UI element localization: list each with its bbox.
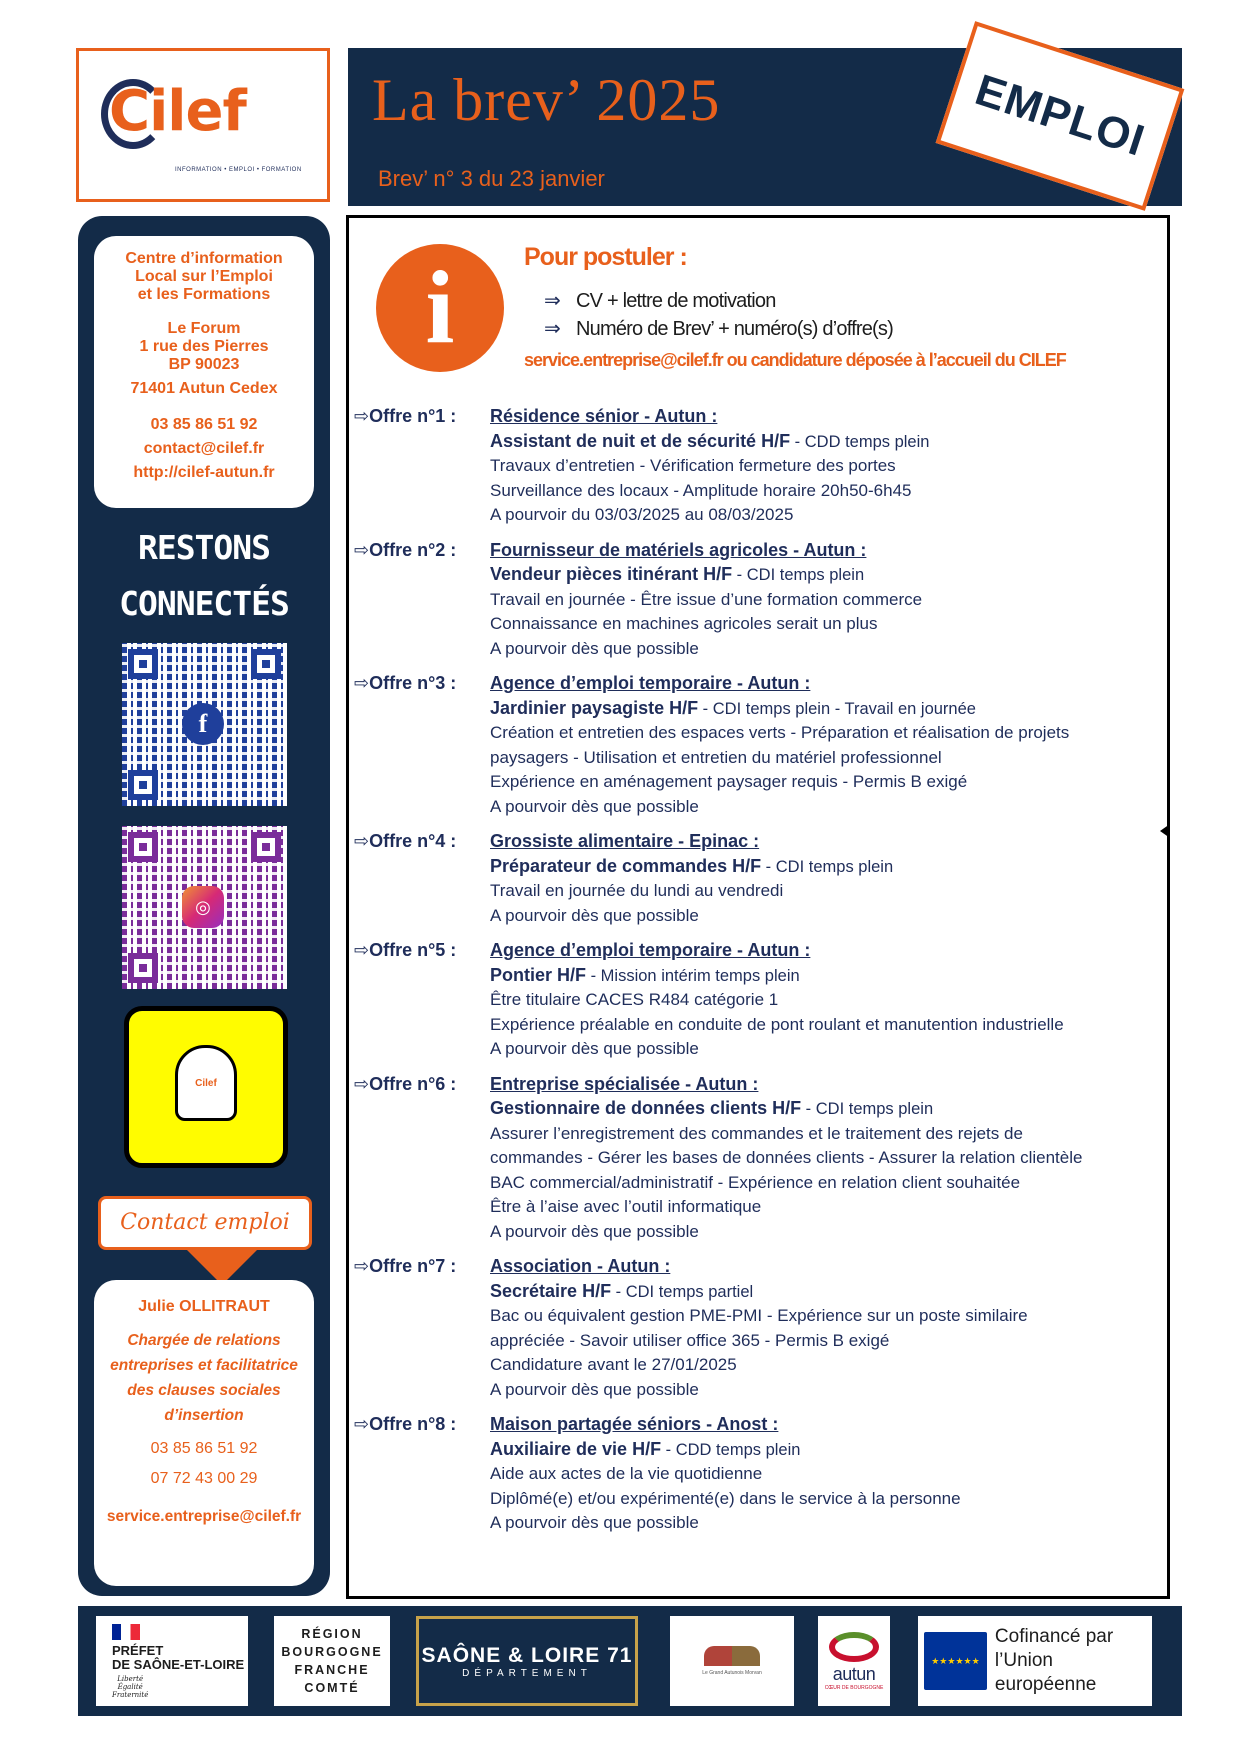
offer-detail-line: A pourvoir dès que possible — [490, 905, 699, 925]
offer-job-line — [490, 696, 1164, 722]
contact-phones — [94, 1434, 314, 1494]
offer-details — [490, 938, 1164, 1062]
prefet-motto — [112, 1675, 148, 1699]
apply-contact-line[interactable]: service.entreprise@cilef.fr ou candidature déposée à l’accueil du CILEF — [524, 350, 1066, 370]
offer-details — [490, 404, 1164, 528]
address-line: 1 rue des Pierres — [139, 338, 269, 355]
offer-item — [354, 538, 1164, 662]
offer-detail-line: Expérience préalable en conduite de pont roulant et manutention industrielle — [490, 1014, 1064, 1034]
offer-detail-line: appréciée - Savoir utiliser office 365 - Permis B exigé — [490, 1330, 890, 1350]
contact-card — [94, 1280, 314, 1586]
offer-job-line — [490, 562, 1164, 588]
saone-logo-sub: DÉPARTEMENT — [462, 1667, 592, 1679]
offer-detail-line: A pourvoir du 03/03/2025 au 08/03/2025 — [490, 505, 794, 524]
contact-name: Julie OLLITRAUT — [138, 1298, 270, 1315]
social-heading-line: CONNECTÉS — [119, 584, 289, 623]
offer-detail-line: Aide aux actes de la vie quotidienne — [490, 1464, 763, 1483]
eu-text-line: Cofinancé par — [994, 1626, 1114, 1647]
region-line: RÉGION — [301, 1627, 363, 1641]
offer-detail-line: Bac ou équivalent gestion PME-PMI - Expérience sur un poste similaire — [490, 1306, 1028, 1325]
implies-arrow-icon: ⇒ — [544, 318, 560, 340]
contact-phone: 03 85 86 51 92 — [150, 1440, 258, 1457]
social-heading-line: RESTONS — [137, 528, 271, 567]
offer-detail-line: A pourvoir dès que possible — [490, 1221, 699, 1241]
offer-details — [490, 671, 1164, 819]
offer-job-title: Préparateur de commandes H/F — [490, 855, 762, 876]
offer-contract: - CDI temps plein — [732, 566, 865, 584]
offer-detail-line: Travail en journée - Être issue d’une formation commerce — [490, 589, 923, 609]
offer-item — [354, 938, 1164, 1062]
offer-job-title: Vendeur pièces itinérant H/F — [490, 564, 733, 584]
org-phone: 03 85 86 51 92 — [150, 416, 258, 433]
left-triangle-icon — [1160, 824, 1170, 838]
apply-requirement — [544, 316, 893, 341]
right-arrow-icon: ⇨ — [354, 1414, 370, 1434]
org-name-line: et les Formations — [137, 286, 271, 303]
offer-job-title: Gestionnaire de données clients H/F — [490, 1098, 802, 1118]
offer-detail-line: BAC commercial/administratif - Expérience en relation client souhaitée — [490, 1172, 1021, 1192]
qr-finder-icon — [251, 832, 281, 862]
right-arrow-icon: ⇨ — [354, 539, 370, 560]
autun-logo-name: autun — [832, 1663, 876, 1684]
ghost-logo-mark: Cilef — [195, 1077, 217, 1089]
offer-detail-line: A pourvoir dès que possible — [490, 1379, 699, 1399]
page-title: La brev’ 2025 — [372, 67, 721, 133]
offer-number-label: Offre n°3 : — [369, 673, 457, 693]
offer-employer: Résidence sénior - Autun : — [490, 406, 718, 426]
right-arrow-icon: ⇨ — [354, 831, 370, 851]
offer-number — [354, 1072, 490, 1245]
snapchat-ghost-icon — [175, 1045, 237, 1121]
apply-requirement — [544, 288, 776, 313]
offer-list — [354, 404, 1164, 1546]
offer-details — [490, 1254, 1164, 1402]
offer-number-label: Offre n°4 : — [369, 831, 457, 851]
offer-detail-line: Être titulaire CACES R484 catégorie 1 — [490, 990, 779, 1009]
autun-logo — [818, 1616, 890, 1706]
offer-item — [354, 671, 1164, 819]
offer-job-line — [490, 963, 1164, 989]
offer-detail-line: Travail en journée du lundi au vendredi — [490, 881, 784, 900]
offer-number — [354, 538, 490, 662]
address-line: Le Forum — [167, 320, 241, 337]
offer-details — [490, 538, 1164, 662]
contact-role-line: Chargée de relations — [127, 1332, 281, 1349]
offer-item — [354, 404, 1164, 528]
contact-role-line: d’insertion — [164, 1407, 244, 1424]
emploi-badge-label: EMPLOI — [969, 65, 1151, 166]
offer-detail-line: Assurer l’enregistrement des commandes et le traitement des rejets de — [490, 1123, 1023, 1143]
region-logo — [274, 1616, 390, 1706]
contact-role-line: entreprises et facilitatrice — [110, 1357, 298, 1374]
address-line: BP 90023 — [168, 356, 240, 373]
qr-finder-icon — [251, 649, 281, 679]
apply-requirement-text: CV + lettre de motivation — [576, 290, 776, 312]
prefet-logo — [96, 1616, 248, 1706]
right-arrow-icon: ⇨ — [354, 1073, 370, 1094]
offer-contract: - Mission intérim temps plein — [586, 966, 800, 985]
offer-job-title: Assistant de nuit et de sécurité H/F — [490, 430, 791, 451]
offer-contract: - CDD temps plein — [661, 1440, 801, 1459]
contact-role — [94, 1328, 314, 1428]
offer-details — [490, 1072, 1164, 1245]
offer-job-line — [490, 1279, 1164, 1305]
cilef-logo — [76, 48, 330, 202]
offer-employer: Grossiste alimentaire - Epinac : — [490, 831, 760, 851]
eu-text-line: l’Union européenne — [994, 1650, 1097, 1695]
offer-employer: Maison partagée séniors - Anost : — [490, 1414, 779, 1434]
offer-item — [354, 1412, 1164, 1536]
offer-number — [354, 1254, 490, 1402]
offer-employer: Entreprise spécialisée - Autun : — [490, 1073, 759, 1094]
offer-item — [354, 1072, 1164, 1245]
offer-number — [354, 404, 490, 528]
eu-text — [995, 1625, 1152, 1697]
offer-detail-line: Candidature avant le 27/01/2025 — [490, 1355, 737, 1374]
apply-requirement-text: Numéro de Brev’ + numéro(s) d’offre(s) — [576, 318, 893, 340]
org-email-link[interactable]: contact@cilef.fr — [143, 440, 265, 457]
offer-contract: - CDI temps partiel — [611, 1282, 754, 1301]
social-heading — [80, 520, 328, 632]
motto-line: Liberté — [117, 1674, 144, 1683]
contact-heading: Contact emploi — [98, 1196, 312, 1250]
right-arrow-icon: ⇨ — [354, 673, 370, 693]
offer-detail-line: Diplômé(e) et/ou expérimenté(e) dans le service à la personne — [490, 1488, 961, 1508]
offer-employer: Agence d’emploi temporaire - Autun : — [490, 940, 811, 960]
eu-flag-icon: ★★★★★★ — [924, 1632, 987, 1690]
offer-detail-line: Être à l’aise avec l’outil informatique — [490, 1197, 762, 1216]
issue-subtitle: Brev’ n° 3 du 23 janvier — [378, 166, 605, 191]
morvan-logo-text: Le Grand Autunois Morvan — [702, 1670, 762, 1676]
motto-line: Égalité — [117, 1682, 143, 1691]
offer-contract: - CDI temps plein — [801, 1100, 934, 1118]
offer-detail-line: A pourvoir dès que possible — [490, 1039, 699, 1058]
logo-tagline: INFORMATION • EMPLOI • FORMATION — [175, 167, 302, 173]
snapchat-qr-code[interactable] — [124, 1006, 288, 1168]
offer-item — [354, 1254, 1164, 1402]
offer-detail-line: Connaissance en machines agricoles serait un plus — [490, 614, 878, 633]
org-name-line: Centre d’information — [125, 250, 283, 267]
address-card — [94, 236, 314, 508]
offer-detail-line: A pourvoir dès que possible — [490, 796, 699, 816]
offer-contract: - CDI temps plein - Travail en journée — [698, 699, 976, 718]
implies-arrow-icon: ⇒ — [544, 290, 560, 312]
offer-job-title: Pontier H/F — [490, 964, 587, 985]
eu-cofinancing-logo — [918, 1616, 1152, 1706]
region-line: COMTÉ — [304, 1681, 360, 1695]
offer-number — [354, 938, 490, 1062]
offer-number-label: Offre n°6 : — [369, 1073, 457, 1094]
instagram-qr-code[interactable] — [122, 826, 287, 989]
offer-item — [354, 829, 1164, 928]
offer-job-title: Secrétaire H/F — [490, 1280, 612, 1301]
offer-employer: Fournisseur de matériels agricoles - Autun : — [490, 539, 867, 560]
qr-finder-icon — [128, 770, 158, 800]
offer-employer: Association - Autun : — [490, 1256, 671, 1276]
org-website-link[interactable]: http://cilef-autun.fr — [133, 464, 275, 481]
offer-contract: - CDI temps plein — [761, 857, 894, 876]
offer-detail-line: paysagers - Utilisation et entretien du matériel professionnel — [490, 747, 942, 767]
saone-et-loire-logo — [416, 1616, 638, 1706]
apply-title: Pour postuler : — [524, 243, 687, 271]
offer-number — [354, 829, 490, 928]
org-name-line: Local sur l’Emploi — [135, 268, 273, 285]
offer-number-label: Offre n°7 : — [369, 1256, 457, 1276]
region-line: FRANCHE — [294, 1663, 370, 1677]
offer-details — [490, 829, 1164, 928]
address-line: 71401 Autun Cedex — [130, 380, 278, 397]
facebook-icon: f — [182, 703, 224, 745]
offer-detail-line: Travaux d’entretien - Vérification fermeture des portes — [490, 456, 896, 475]
french-flag-icon — [112, 1624, 140, 1640]
qr-finder-icon — [128, 649, 158, 679]
right-arrow-icon: ⇨ — [354, 406, 370, 426]
offer-number-label: Offre n°2 : — [369, 539, 457, 560]
right-arrow-icon: ⇨ — [354, 940, 370, 960]
offer-detail-line: Surveillance des locaux - Amplitude horaire 20h50-6h45 — [490, 480, 912, 500]
autun-swirl-icon — [829, 1632, 879, 1662]
offer-number-label: Offre n°5 : — [369, 940, 457, 960]
offer-detail-line: commandes - Gérer les bases de données clients - Assurer la relation clientèle — [490, 1148, 1083, 1167]
offer-number — [354, 1412, 490, 1536]
right-arrow-icon: ⇨ — [354, 1256, 370, 1276]
offer-number-label: Offre n°1 : — [369, 406, 457, 426]
saone-logo-title: SAÔNE & LOIRE 71 — [421, 1643, 633, 1667]
offer-job-line — [490, 429, 1164, 455]
region-line: BOURGOGNE — [281, 1645, 383, 1659]
morvan-mark-icon — [704, 1646, 760, 1666]
offer-job-title: Auxiliaire de vie H/F — [490, 1438, 662, 1459]
offer-job-title: Jardinier paysagiste H/F — [490, 697, 699, 718]
qr-finder-icon — [128, 832, 158, 862]
autun-logo-sub: CŒUR DE BOURGOGNE — [824, 1684, 884, 1691]
offer-detail-line: A pourvoir dès que possible — [490, 638, 699, 658]
offer-job-line — [490, 1437, 1164, 1463]
offer-number — [354, 671, 490, 819]
offer-employer: Agence d’emploi temporaire - Autun : — [490, 673, 811, 693]
offer-job-line — [490, 1096, 1164, 1122]
prefet-line: PRÉFET — [112, 1642, 164, 1658]
contact-role-line: des clauses sociales — [127, 1382, 281, 1399]
offer-detail-line: Expérience en aménagement paysager requis - Permis B exigé — [490, 772, 968, 791]
prefet-line: DE SAÔNE-ET-LOIRE — [112, 1656, 245, 1672]
offer-detail-line: A pourvoir dès que possible — [490, 1513, 699, 1532]
instagram-icon: ◎ — [182, 886, 224, 928]
contact-phone: 07 72 43 00 29 — [150, 1470, 258, 1487]
offer-job-line — [490, 854, 1164, 880]
offer-details — [490, 1412, 1164, 1536]
info-icon: i — [376, 244, 504, 372]
offer-contract: - CDD temps plein — [790, 432, 930, 451]
qr-finder-icon — [128, 953, 158, 983]
facebook-qr-code[interactable] — [122, 643, 287, 806]
motto-line: Fraternité — [112, 1690, 149, 1699]
partners-footer — [78, 1606, 1182, 1716]
logo-wordmark: Cilef — [109, 79, 246, 144]
offer-detail-line: Création et entretien des espaces verts - Préparation et réalisation de projets — [490, 723, 1070, 742]
contact-email-link[interactable]: service.entreprise@cilef.fr — [106, 1508, 302, 1525]
grand-autunois-morvan-logo — [670, 1616, 794, 1706]
offer-number-label: Offre n°8 : — [369, 1414, 457, 1434]
